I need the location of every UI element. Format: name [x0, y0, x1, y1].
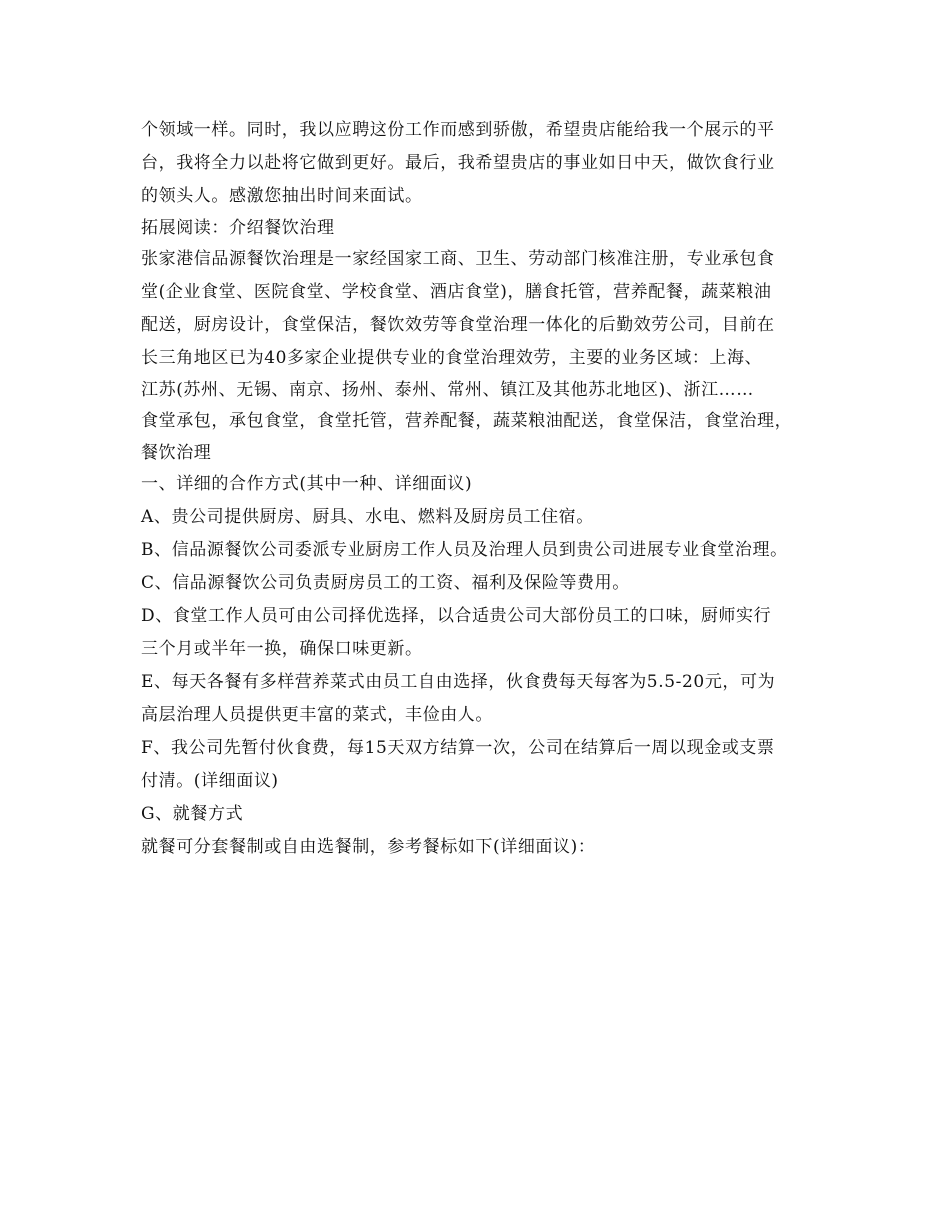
paragraph-line: 堂(企业食堂、医院食堂、学校食堂、酒店食堂)，膳食托管，营养配餐，蔬菜粮油	[141, 282, 772, 302]
list-item: B、信品源餐饮公司委派专业厨房工作人员及治理人员到贵公司进展专业食堂治理。	[141, 540, 788, 560]
paragraph-line: 江苏(苏州、无锡、南京、扬州、泰州、常州、镇江及其他苏北地区)、浙江……	[141, 380, 754, 400]
list-item: A、贵公司提供厨房、厨具、水电、燃料及厨房员工住宿。	[141, 507, 594, 527]
paragraph-line: 食堂承包，承包食堂，食堂托管，营养配餐，蔬菜粮油配送，食堂保洁，食堂治理，	[141, 411, 793, 431]
section-heading: 一、详细的合作方式(其中一种、详细面议)	[141, 474, 473, 494]
paragraph-line: 配送，厨房设计，食堂保洁，餐饮效劳等食堂治理一体化的后勤效劳公司，目前在	[141, 315, 775, 335]
list-item: C、信品源餐饮公司负责厨房员工的工资、福利及保险等费用。	[141, 573, 630, 593]
paragraph-line: 就餐可分套餐制或自由选餐制，参考餐标如下(详细面议)：	[141, 837, 596, 857]
list-item: F、我公司先暂付伙食费，每15天双方结算一次，公司在结算后一周以现金或支票	[141, 738, 775, 758]
paragraph-line: 台，我将全力以赴将它做到更好。最后，我希望贵店的事业如日中天，做饮食行业	[141, 153, 775, 173]
paragraph-line: 餐饮治理	[141, 443, 212, 463]
paragraph-line: 张家港信品源餐饮治理是一家经国家工商、卫生、劳动部门核准注册，专业承包食	[141, 249, 775, 269]
paragraph-line: 个领域一样。同时，我以应聘这份工作而感到骄傲，希望贵店能给我一个展示的平	[141, 120, 775, 140]
list-item: 高层治理人员提供更丰富的菜式，丰俭由人。	[141, 705, 493, 725]
paragraph-line: 长三角地区已为40多家企业提供专业的食堂治理效劳，主要的业务区域：上海、	[141, 348, 763, 368]
list-item: 三个月或半年一换，确保口味更新。	[141, 639, 423, 659]
paragraph-line: 的领头人。感激您抽出时间来面试。	[141, 186, 423, 206]
list-item: E、每天各餐有多样营养菜式由员工自由选择，伙食费每天每客为5.5-20元，可为	[141, 672, 776, 692]
list-item: 付清。(详细面议)	[141, 771, 279, 791]
list-item: G、就餐方式	[141, 804, 244, 824]
section-heading: 拓展阅读：介绍餐饮治理	[141, 218, 335, 238]
document-body	[141, 114, 831, 864]
list-item: D、食堂工作人员可由公司择优选择，以合适贵公司大部份员工的口味，厨师实行	[141, 606, 772, 626]
